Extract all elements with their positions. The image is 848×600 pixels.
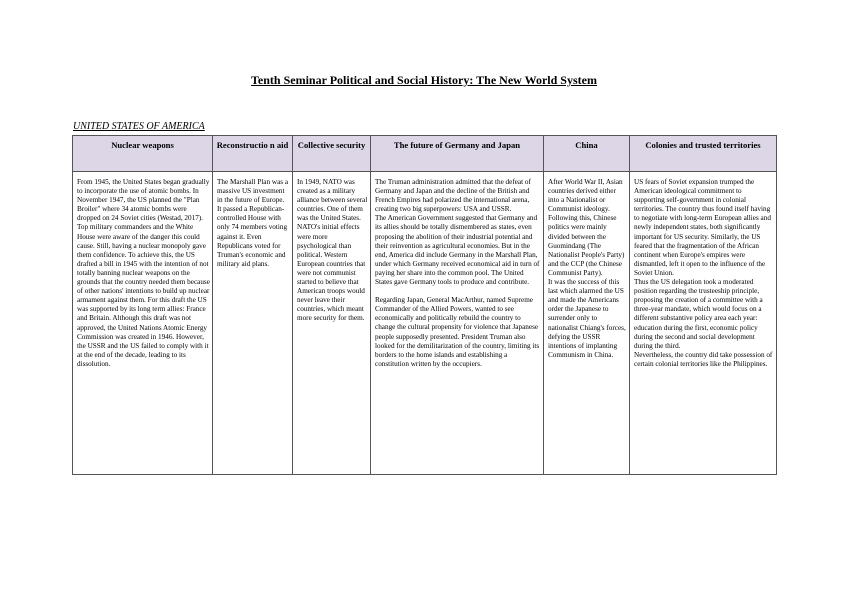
- header-germany-japan: The future of Germany and Japan: [371, 136, 544, 172]
- section-heading: UNITED STATES OF AMERICA: [73, 121, 205, 132]
- cell-text: From 1945, the United States began gradually to incorporate the use of atomic bombs. In November 1947, the US planned the "Plan Broiler" where 34 atomic bombs were dropped on 24 Soviet cities (Westad, 2017). Top military commanders and the White House were aware of the danger this could cause. Still, having a nuclear monopoly gave them confidence. To achieve this, the US drafted a bill in 1945 with the intention of not totally banning nuclear weapons on the grounds that the country needed them because of other nations' intentions to build up nuclear armament against them. For this draft the US was supported by its long term allies: France and Britain. Although this draft was not approved, the United Nations Atomic Energy Commission was created in 1946. However, the USSR and the US failed to comply with it at the end of the decade, leading to its dissolution.: [77, 178, 210, 368]
- cell-text-japan: Regarding Japan, General MacArthur, named Supreme Commander of the Allied Powers, wanted to see economically and politically rebuild the country to change the cultural propensity for violence that Japanese people supposedly presented. President Truman also looked for the demilitarization of the country, limiting its borders to the home islands and establishing a constitution written by the occupiers.: [375, 296, 540, 368]
- header-collective-security: Collective security: [293, 136, 371, 172]
- cell-colonies: [630, 172, 777, 475]
- cell-text: After World War II, Asian countries derived either into a Nationalist or Communist ideology. Following this, Chinese politics were mainly divided between the Guomindang (The Nationalist People's Party) and the CCP (the Chinese Communist Party). It was the success of this last which alarmed the US and made the Americans order the Japanese to surrender only to nationalist Chiang's forces, defying the USSR intentions of implanting Communism in China.: [548, 178, 626, 359]
- cell-collective-security: [293, 172, 371, 475]
- cell-germany-japan: [371, 172, 544, 475]
- cell-reconstruction-aid: [213, 172, 293, 475]
- cell-text: US fears of Soviet expansion trumped the American ideological commitment to supporting self-government in colonial territories. The country thus found itself having to negotiate with long-term European allies and newly independent states, both significantly important for US security. Similarly, the US feared that the fragmentation of the African continent when Europe's empires were dismantled, left it open to the influence of the Soviet Union. Thus the US delegation took a moderated position regarding the trusteeship principle, proposing the creation of a committee with a three-year mandate, which would focus on a different substantive policy area each year: education during the first, economic policy during the second and social development during the third. Nevertheless, the country did take possession of certain colonial territories like the Philippines.: [634, 178, 773, 368]
- header-colonies: Colonies and trusted territories: [630, 136, 777, 172]
- cell-text: In 1949, NATO was created as a military alliance between several countries. One of them was the United States. NATO's initial effects were more psychological than political. Western European countries that were not communist started to believe that American troops would never leave their countries, which meant more security for them.: [297, 178, 368, 323]
- table-header-row: [73, 136, 777, 172]
- header-china: China: [544, 136, 630, 172]
- cell-china: [544, 172, 630, 475]
- header-reconstruction-aid: Reconstructio n aid: [213, 136, 293, 172]
- table-row: [73, 172, 777, 475]
- cell-text: The Marshall Plan was a massive US investment in the future of Europe. It passed a Republican-controlled House with only 74 members voting against it. Even Republicans voted for Truman's economic and military aid plans.: [217, 178, 289, 268]
- document-title: Tenth Seminar Political and Social History: The New World System: [251, 73, 597, 87]
- paragraph-gap: [375, 287, 541, 296]
- summary-table: [72, 135, 777, 475]
- cell-nuclear-weapons: [73, 172, 213, 475]
- header-nuclear-weapons: Nuclear weapons: [73, 136, 213, 172]
- cell-text-germany: The Truman administration admitted that the defeat of Germany and Japan and the decline of the British and French Empires had polarized the international arena, creating two big superpowers: USA and USSR. The American Government suggested that Germany and its allies should be totally dismembered as states, even proposing the abolition of their industrial potential and their reinvention as agricultural economies. But in the end, America did include Germany in the Marshall Plan, under which Germany received economical aid in turn of paying her share into the common pool. The United States gave Germany tools to produce and contribute.: [375, 178, 540, 287]
